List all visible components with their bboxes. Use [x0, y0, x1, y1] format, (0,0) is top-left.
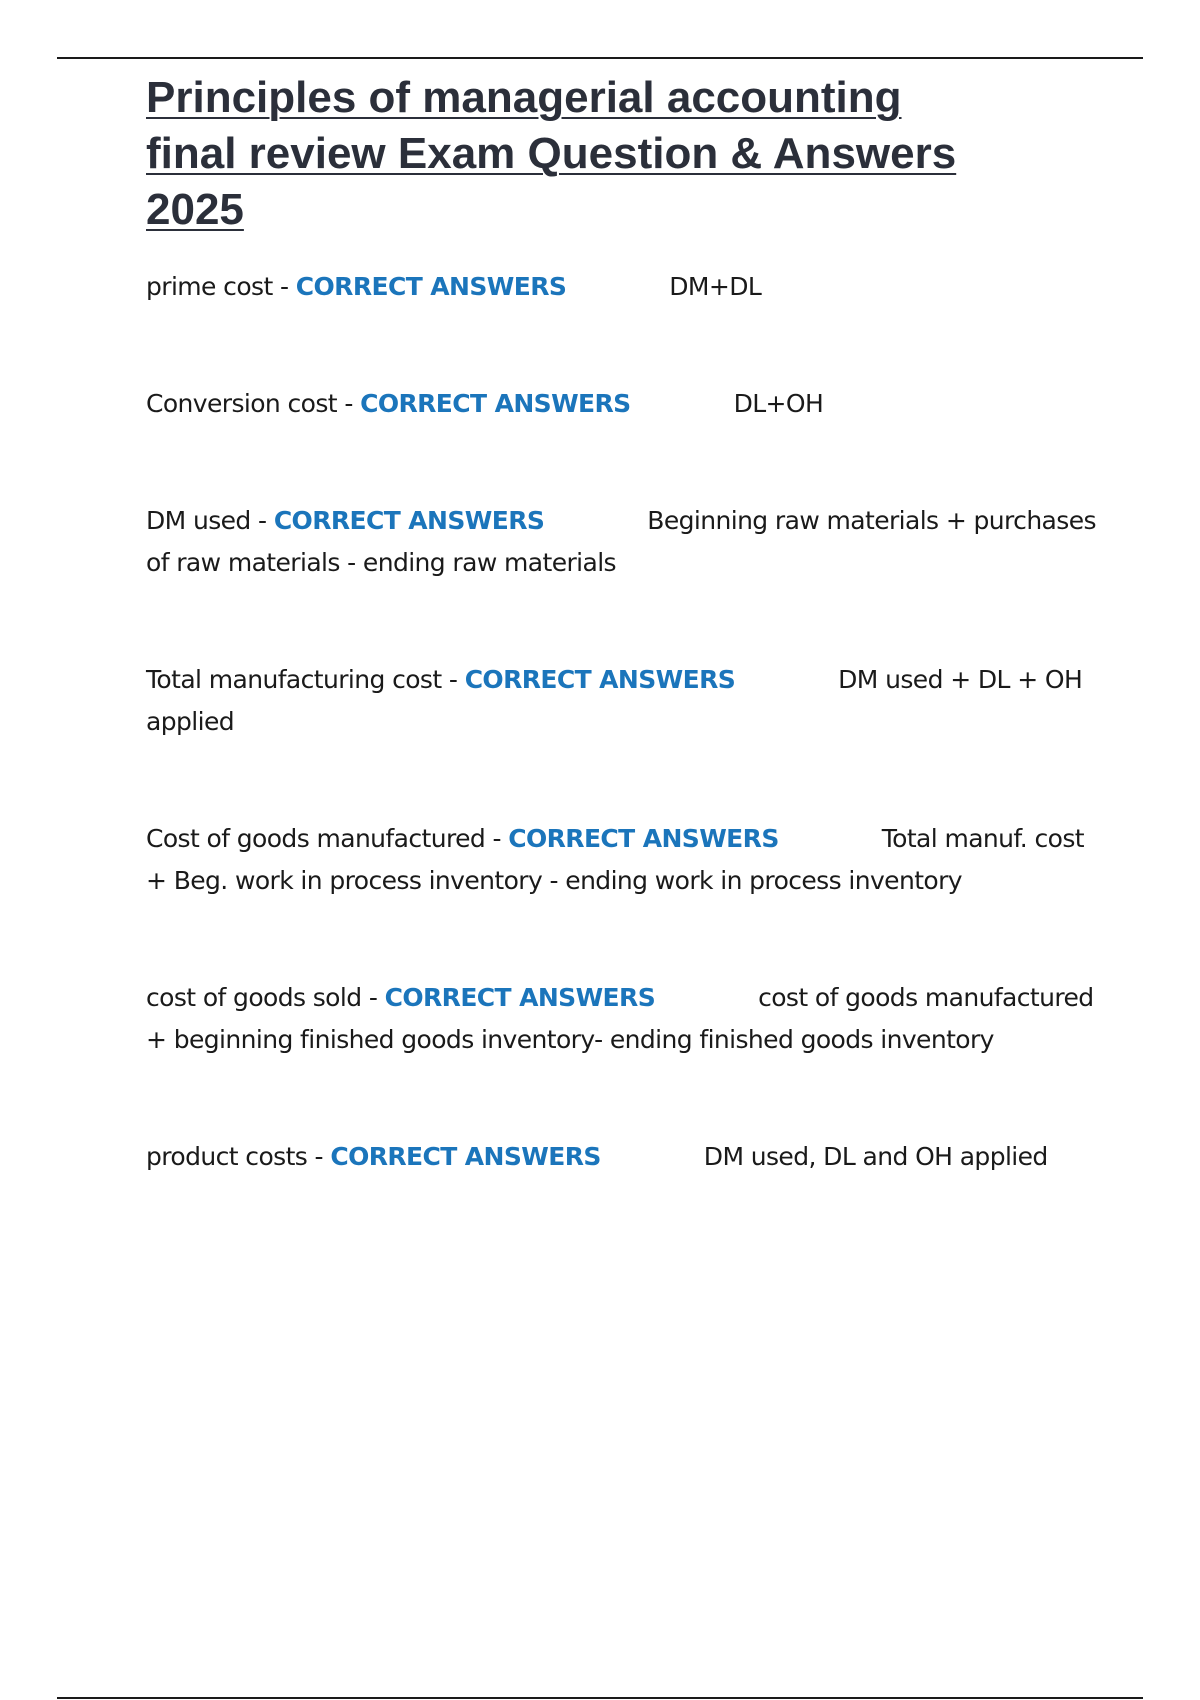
- entry-answer: DM used + DL + OH applied: [146, 665, 1083, 736]
- entry-answer: DM used, DL and OH applied: [703, 1142, 1048, 1171]
- entry-term: Conversion cost: [146, 389, 337, 418]
- qa-entry-cost-of-goods-manufactured: Cost of goods manufactured - CORRECT ANSWERS Total manuf. cost + Beg. work in process inventory - ending work in process inventory: [146, 824, 1084, 895]
- correct-answers-tag: CORRECT ANSWERS: [508, 824, 779, 853]
- entry-term: Total manufacturing cost: [146, 665, 442, 694]
- qa-list: [146, 266, 1096, 1178]
- qa-entry-product-costs: product costs - CORRECT ANSWERS DM used, DL and OH applied: [146, 1142, 1048, 1171]
- correct-answers-tag: CORRECT ANSWERS: [464, 665, 736, 694]
- bottom-divider: [57, 1697, 1143, 1699]
- correct-answers-tag: CORRECT ANSWERS: [384, 983, 656, 1012]
- correct-answers-tag: CORRECT ANSWERS: [360, 389, 631, 418]
- qa-entry-cost-of-goods-sold: cost of goods sold - CORRECT ANSWERS cost of goods manufactured + beginning finished goods inventory- ending finished goods inventory: [146, 983, 1094, 1054]
- document-title: Principles of managerial accounting final review Exam Question & Answers 2025: [146, 73, 957, 234]
- qa-entry-dm-used: DM used - CORRECT ANSWERS Beginning raw materials + purchases of raw materials - ending raw materials: [146, 506, 1096, 577]
- entry-answer: DL+OH: [733, 389, 824, 418]
- entry-term: DM used: [146, 506, 251, 535]
- document-body: [146, 70, 1096, 1253]
- correct-answers-tag: CORRECT ANSWERS: [295, 272, 567, 301]
- entry-answer: Total manuf. cost + Beg. work in process inventory - ending work in process inventory: [146, 824, 1084, 895]
- entry-answer: DM+DL: [669, 272, 762, 301]
- qa-entry-conversion-cost: Conversion cost - CORRECT ANSWERS DL+OH: [146, 389, 824, 418]
- top-divider: [57, 57, 1143, 59]
- entry-term: product costs: [146, 1142, 308, 1171]
- correct-answers-tag: CORRECT ANSWERS: [273, 506, 545, 535]
- entry-answer: Beginning raw materials + purchases of raw materials - ending raw materials: [146, 506, 1096, 577]
- entry-answer: cost of goods manufactured + beginning finished goods inventory- ending finished goods inventory: [146, 983, 1094, 1054]
- qa-entry-prime-cost: prime cost - CORRECT ANSWERS DM+DL: [146, 272, 762, 301]
- entry-term: cost of goods sold: [146, 983, 362, 1012]
- entry-term: prime cost: [146, 272, 273, 301]
- correct-answers-tag: CORRECT ANSWERS: [330, 1142, 601, 1171]
- qa-entry-total-manufacturing-cost: Total manufacturing cost - CORRECT ANSWERS DM used + DL + OH applied: [146, 665, 1083, 736]
- entry-term: Cost of goods manufactured: [146, 824, 486, 853]
